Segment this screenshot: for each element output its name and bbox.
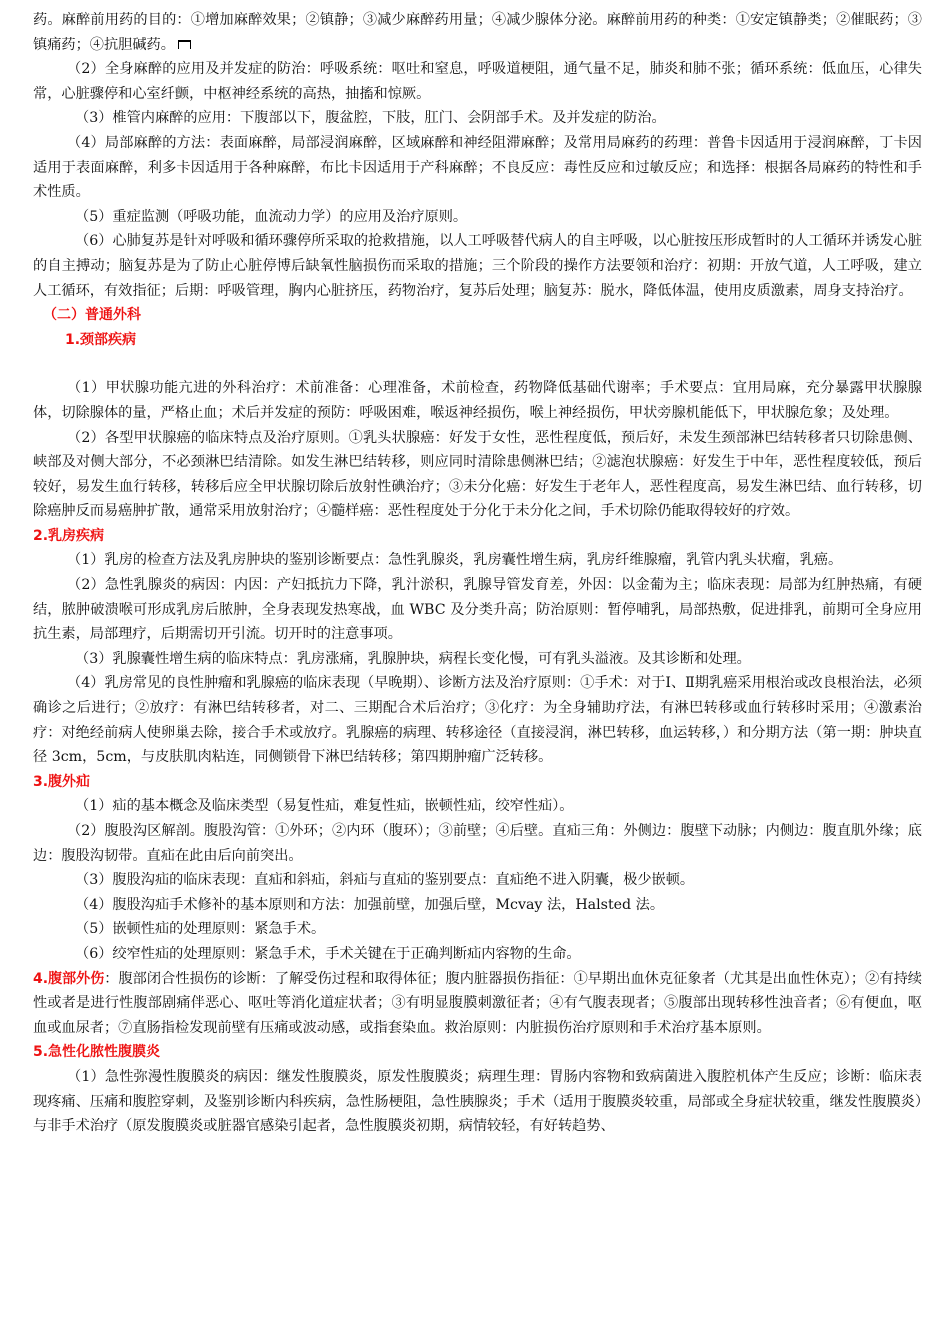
paragraph: （1）甲状腺功能亢进的外科治疗：术前准备：心理准备，术前检查，药物降低基础代谢率；手术要点：宜用局麻，充分暴露甲状腺腺体，切除腺体的量，严格止血；术后并发症的预防：呼吸困难，喉返神经损伤，喉上神经损伤，甲状旁腺机能低下，甲状腺危象；及处理。 [33, 380, 922, 421]
paragraph [33, 967, 922, 1041]
return-mark-icon [178, 40, 191, 49]
paragraph: （6）绞窄性疝的处理原则：紧急手术，手术关键在于正确判断疝内容物的生命。 [75, 945, 581, 962]
paragraph: （4）腹股沟疝手术修补的基本原则和方法：加强前壁，加强后壁，Mcvay 法，Halsted 法。 [75, 896, 665, 913]
paragraph: （2）全身麻醉的应用及并发症的防治：呼吸系统：呕吐和窒息，呼吸道梗阻，通气量不足，肺炎和肺不张；循环系统：低血压，心律失常，心脏骤停和心室纤颤，中枢神经系统的高热，抽搐和惊厥。 [33, 61, 922, 102]
paragraph: （3）乳腺囊性增生病的临床特点：乳房涨痛，乳腺肿块，病程长变化慢，可有乳头溢液。及其诊断和处理。 [75, 650, 751, 667]
subsection-heading: 2.乳房疾病 [33, 527, 105, 544]
subsection-heading: 3.腹外疝 [33, 773, 91, 790]
paragraph: （3）椎管内麻醉的应用：下腹部以下，腹盆腔，下肢，肛门、会阴部手术。及并发症的防治。 [75, 110, 666, 127]
paragraph: （5）重症监测（呼吸功能，血流动力学）的应用及治疗原则。 [75, 208, 468, 225]
subsection-heading: 1.颈部疾病 [65, 331, 137, 348]
paragraph: （2）各型甲状腺癌的临床特点及治疗原则。①乳头状腺癌：好发于女性，恶性程度低，预后好，未发生颈部淋巴结转移者只切除患侧、峡部及对侧大部分，不必颈淋巴结清除。如发生淋巴结转移，则应同时清除患侧淋巴结；②滤泡状腺癌：好发生于中年，恶性程度较低，预后较好，易发生血行转移，转移后应全甲状腺切除后放射性碘治疗；③未分化癌：好发生于老年人，恶性程度高，易发生淋巴结、血行转移，切除癌肿反而易癌肿扩散，通常采用放射治疗；④髓样癌：恶性程度处于分化于未分化之间，手术切除仍能取得较好的疗效。 [33, 429, 922, 520]
paragraph: （1）乳房的检查方法及乳房肿块的鉴别诊断要点：急性乳腺炎，乳房囊性增生病，乳房纤维腺瘤，乳管内乳头状瘤，乳癌。 [67, 552, 843, 569]
paragraph: （1）疝的基本概念及临床类型（易复性疝，难复性疝，嵌顿性疝，绞窄性疝）。 [75, 798, 574, 815]
paragraph [33, 8, 922, 57]
subsection-heading: 5.急性化脓性腹膜炎 [33, 1044, 161, 1061]
section-heading: （二）普通外科 [43, 307, 141, 324]
paragraph-text: 药。麻醉前用药的目的：①增加麻醉效果；②镇静；③减少麻醉药用量；④减少腺体分泌。麻醉前用药的种类：①安定镇静类；②催眠药；③镇痛药；④抗胆碱药。 [33, 12, 922, 53]
paragraph: （3）腹股沟疝的临床表现：直疝和斜疝，斜疝与直疝的鉴别要点：直疝绝不进入阴囊，极少嵌顿。 [75, 872, 695, 889]
paragraph: （2）腹股沟区解剖。腹股沟管：①外环；②内环（腹环）；③前壁；④后壁。直疝三角：外侧边：腹壁下动脉；内侧边：腹直肌外缘；底边：腹股沟韧带。直疝在此由后向前突出。 [33, 823, 922, 864]
subsection-heading: 4.腹部外伤 [33, 970, 105, 987]
paragraph: （1）急性弥漫性腹膜炎的病因：继发性腹膜炎，原发性腹膜炎；病理生理：胃肠内容物和致病菌进入腹腔机体产生反应；诊断：临床表现疼痛、压痛和腹腔穿刺，及鉴别诊断内科疾病，急性肠梗阻，急性胰腺炎；手术（适用于腹膜炎较重，局部或全身症状较重，继发性腹膜炎）与非手术治疗（原发腹膜炎或脏器官感染引起者，急性腹膜炎初期，病情较轻，有好转趋势、 [33, 1068, 922, 1135]
paragraph: （5）嵌顿性疝的处理原则：紧急手术。 [75, 921, 326, 938]
paragraph: （4）局部麻醉的方法：表面麻醉，局部浸润麻醉，区域麻醉和神经阻滞麻醉；及常用局麻药的药理：普鲁卡因适用于浸润麻醉，丁卡因适用于表面麻醉，利多卡因适用于各种麻醉，布比卡因适用于产科麻醉；不良反应：毒性反应和过敏反应；和选择：根据各局麻药的特性和手术性质。 [33, 134, 922, 201]
paragraph: （4）乳房常见的良性肿瘤和乳腺癌的临床表现（早晚期）、诊断方法及治疗原则：①手术：对于Ⅰ、Ⅱ期乳癌采用根治或改良根治法，必须确诊之后进行；②放疗：有淋巴结转移者，对二、三期配合术后治疗；③化疗：为全身辅助疗法，有淋巴转移或血行转移时采用；④激素治疗：对绝经前病人使卵巢去除，接合手术或放疗。乳腺癌的病理、转移途径（直接浸润，淋巴转移，血运转移，）和分期方法（第一期：肿块直径 3cm，5cm，与皮肤肌肉粘连，同侧锁骨下淋巴结转移；第四期肿瘤广泛转移。 [33, 675, 922, 766]
blank-line [33, 352, 922, 376]
paragraph: （6）心肺复苏是针对呼吸和循环骤停所采取的抢救措施，以人工呼吸替代病人的自主呼吸，以心脏按压形成暂时的人工循环并诱发心脏的自主搏动；脑复苏是为了防止心脏停博后缺氧性脑损伤而采取的措施；三个阶段的操作方法要领和治疗：初期：开放气道，人工呼吸，建立人工循环，有效指征；后期：呼吸管理，胸内心脏挤压，药物治疗，复苏后处理；脑复苏：脱水，降低体温，使用皮质激素，周身支持治疗。 [33, 233, 922, 299]
paragraph-text: ：腹部闭合性损伤的诊断：了解受伤过程和取得体征；腹内脏器损伤指征：①早期出血休克征象者（尤其是出血性休克）；②有持续性或者是进行性腹部剧痛伴恶心、呕吐等消化道症状者；③有明显腹膜刺激征者；④有气腹表现者；⑤腹部出现转移性浊音者；⑥有便血，呕血或血尿者；⑦直肠指检发现前壁有压痛或波动感，或指套染血。救治原则：内脏损伤治疗原则和手术治疗基本原则。 [33, 970, 922, 1036]
paragraph: （2）急性乳腺炎的病因：内因：产妇抵抗力下降，乳汁淤积，乳腺导管发育差，外因：以金葡为主；临床表现：局部为红肿热痛，有硬结，脓肿破溃喉可形成乳房后脓肿，全身表现发热寒战，血 WBC 及分类升高；防治原则：暂停哺乳，局部热敷，促进排乳，前期可全身应用抗生素，局部理疗，后期需切开引流。切开时的注意事项。 [33, 577, 922, 643]
